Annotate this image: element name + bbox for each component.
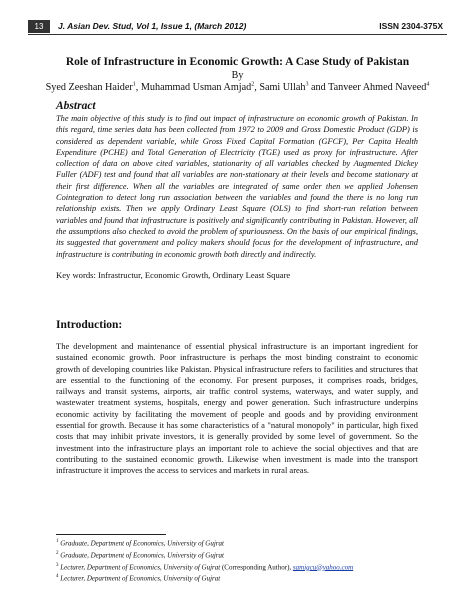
footnote: $^1$ Graduate, Department of Economics, University of Gujrat	[56, 539, 224, 548]
footnotes	[56, 537, 436, 584]
author: Muhammad Usman Amjad$^2$,	[140, 82, 260, 94]
footnote: $^4$ Lecturer, Department of Economics, University of Gujrat	[56, 574, 221, 583]
introduction-text: The development and maintenance of essential physical infrastructure is an important ingredient for sustained economic growth. Poor infrastructure is perhaps the most binding constraint to economic growth of developing countries like Pakistan. Physical infrastructure refers to facilities and structures that are essential to the functioning of the economy. For present purposes, it comprises roads, bridges, railways and transit systems, airports, air traffic control systems, waterways, and water supply, and wastewater treatment systems, hospitals, energy and power generation. Such infrastructure underpins economic activity by facilitating the movement of people and goods and by providing environment essential for growth. Because it has some characteristics of a "natural monopoly" in particular, high fixed costs that may inhibit private investors, it is generally provided by some level of government. So the investment into the infrastructure plays an important role to achieve the social objectives and that are contributing to the sustained economic growth. Likewise when investment is made into the transport infrastructure it improves the access to services and markets in rural areas.	[56, 341, 418, 476]
abstract-heading: Abstract	[56, 100, 96, 112]
author: Syed Zeeshan Haider$^1$,	[45, 82, 141, 94]
issn: ISSN 2304-375X	[379, 21, 443, 31]
footnote-divider	[56, 534, 166, 535]
paper-title: Role of Infrastructure in Economic Growth: A Case Study of Pakistan	[65, 56, 410, 68]
running-header	[28, 20, 447, 35]
introduction-heading: Introduction:	[56, 319, 123, 331]
footnote: $^3$ Lecturer, Department of Economics, University of Gujrat (Corresponding Author), samigcu@yahoo.com	[56, 562, 354, 571]
author-list	[28, 82, 447, 93]
author: Tanveer Ahmed Naveed$^4$	[328, 82, 430, 94]
abstract-text: The main objective of this study is to find out impact of infrastructure on economic growth of Pakistan. In this regard, time series data has been collected from 1972 to 2009 and Gross Domestic Product (GDP) is considered as dependent variable, while Gross Fixed Capital Formation (GFCF), Per Capita Health Expenditure (PCHE) and Total Generation of Electricity (TGE) used as proxy for infrastructure. After collection of data on above cited variables, stationarity of all variables checked by Augmented Dickey Fuller (ADF) test and found that all variables are non-stationary at their levels and become stationary at their first difference. When all the variables are integrated of same order then we applied Johensen Cointegration to detect long run association between the variables and found the there is no long run relationship exists. Then we apply Ordinary Least Square (OLS) to find short-run relation between variables and found that infrastructure is positively and significantly contributing in Pakistan. However, all the assumptions also checked to avoid the problem of spuriousness. On the basis of our empirical findings, its suggested that government and policy makers should focus for the development of infrastructure, and infrastructure is contributing in economic growth both directly and indirectly.	[56, 114, 418, 259]
footnote: $^2$ Graduate, Department of Economics, University of Gujrat	[56, 550, 224, 560]
journal-citation: J. Asian Dev. Stud, Vol 1, Issue 1, (March 2012)	[58, 21, 247, 31]
keywords: Key words: Infrastructur, Economic Growth, Ordinary Least Square	[56, 270, 291, 280]
corresponding-email-link[interactable]: samigcu@yahoo.com	[292, 562, 354, 571]
by-line: By	[231, 70, 244, 81]
author: Sami Ullah$^3$ and	[259, 82, 329, 94]
page-number: 13	[28, 20, 50, 33]
